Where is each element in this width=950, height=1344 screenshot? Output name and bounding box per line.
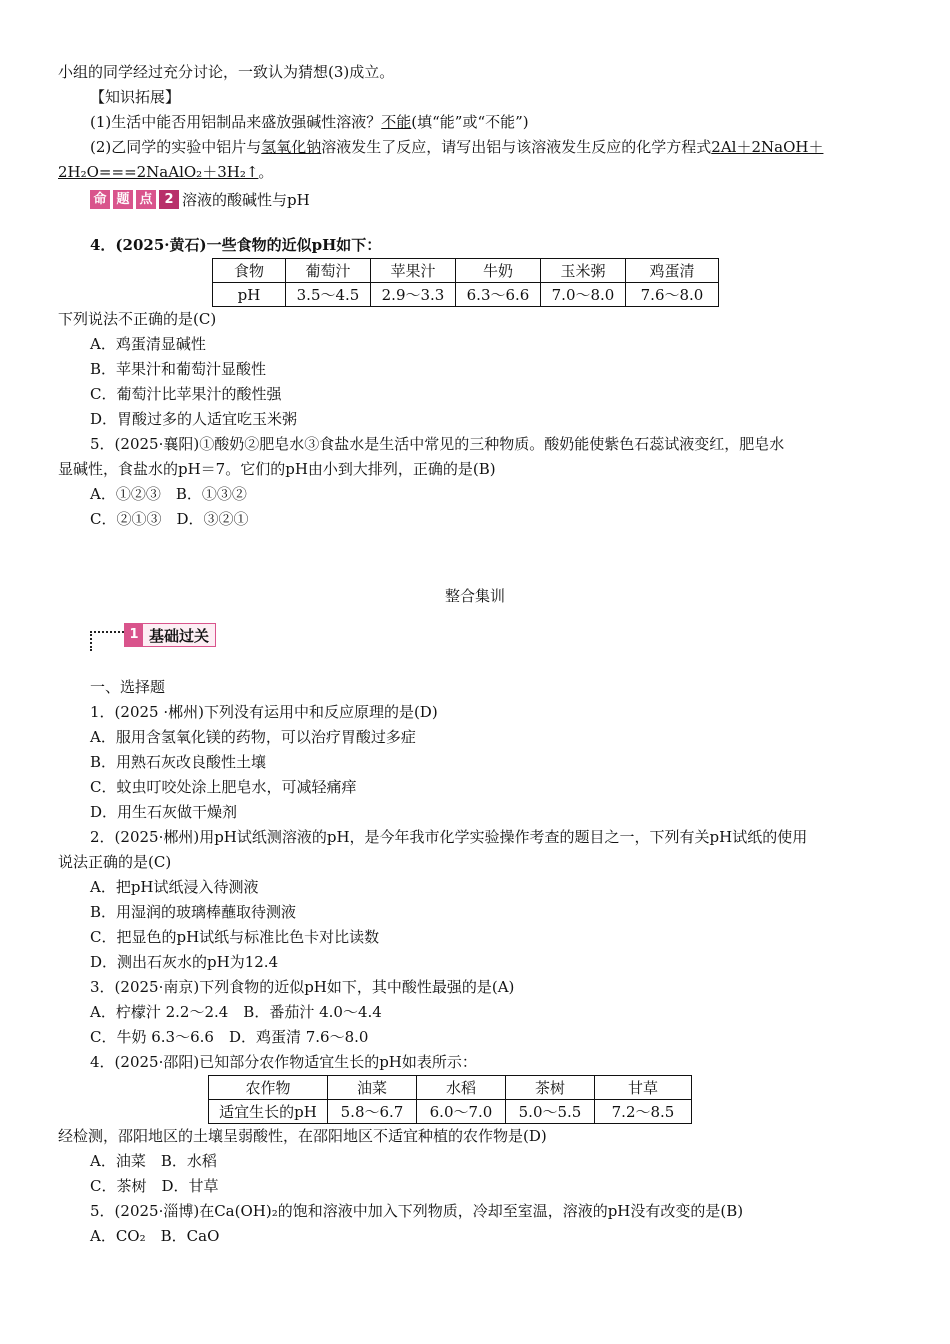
option-c: C．把显色的pH试纸与标准比色卡对比读数 bbox=[90, 928, 380, 946]
table-cell: 苹果汁 bbox=[371, 259, 456, 283]
food-ph-table bbox=[212, 258, 719, 307]
table-cell: 油菜 bbox=[328, 1076, 417, 1100]
crop-ph-table bbox=[208, 1075, 692, 1124]
part-heading: 一、选择题 bbox=[90, 678, 166, 696]
text-line: 2H₂O===2NaAlO₂＋3H₂↑。 bbox=[58, 163, 274, 181]
question-stem: 4．(2025·邵阳)已知部分农作物适宜生长的pH如表所示： bbox=[90, 1053, 477, 1071]
options-cd: C．牛奶 6.3～6.6 D．鸡蛋清 7.6～8.0 bbox=[90, 1028, 369, 1046]
question-stem: 1．(2025 ·郴州)下列没有运用中和反应原理的是(D) bbox=[90, 703, 438, 721]
topic-badge: 命 题 点 2 bbox=[90, 190, 182, 209]
section-heading bbox=[58, 623, 892, 653]
question-ask: 下列说法不正确的是(C) bbox=[58, 310, 217, 328]
table-cell: 7.6～8.0 bbox=[626, 283, 719, 307]
underlined-term: 氢氧化钠 bbox=[261, 138, 322, 156]
text-line: (2)乙同学的实验中铝片与氢氧化钠溶液发生了反应，请写出铝与该溶液发生反应的化学方程式2Al＋2NaOH＋ bbox=[90, 138, 824, 156]
table-cell: 适宜生长的pH bbox=[209, 1100, 328, 1124]
option-b: B．用湿润的玻璃棒蘸取待测液 bbox=[90, 903, 297, 921]
option-d: D．胃酸过多的人适宜吃玉米粥 bbox=[90, 410, 298, 428]
section-title: 整合集训 bbox=[444, 587, 505, 605]
option-c: C．葡萄汁比苹果汁的酸性强 bbox=[90, 385, 282, 403]
option-a: A．服用含氢氧化镁的药物，可以治疗胃酸过多症 bbox=[90, 728, 416, 746]
text-line: 小组的同学经过充分讨论，一致认为猜想(3)成立。 bbox=[58, 63, 395, 81]
option-d: D．用生石灰做干燥剂 bbox=[90, 803, 238, 821]
table-cell: 6.0～7.0 bbox=[417, 1100, 506, 1124]
question-ask: 经检测，邵阳地区的土壤呈弱酸性，在邵阳地区不适宜种植的农作物是(D) bbox=[58, 1127, 547, 1145]
table-cell: 7.0～8.0 bbox=[541, 283, 626, 307]
table-cell: 水稻 bbox=[417, 1076, 506, 1100]
table-cell: 3.5～4.5 bbox=[286, 283, 371, 307]
options-ab: A．①②③ B．①③② bbox=[90, 485, 247, 503]
table-cell: pH bbox=[213, 283, 286, 307]
option-d: D．测出石灰水的pH为12.4 bbox=[90, 953, 279, 971]
answer-blank: 不能 bbox=[381, 113, 412, 131]
option-a: A．把pH试纸浸入待测液 bbox=[90, 878, 259, 896]
table-cell: 茶树 bbox=[506, 1076, 595, 1100]
question-stem-cont: 说法正确的是(C) bbox=[58, 853, 172, 871]
option-b: B．用熟石灰改良酸性土壤 bbox=[90, 753, 267, 771]
options-cd: C．②①③ D．③②① bbox=[90, 510, 249, 528]
question-stem: 5．(2025·淄博)在Ca(OH)₂的饱和溶液中加入下列物质，冷却至室温，溶液的pH没有改变的是(B) bbox=[90, 1202, 744, 1220]
options-ab: A．CO₂ B．CaO bbox=[90, 1227, 220, 1245]
table-cell: 食物 bbox=[213, 259, 286, 283]
option-a: A．鸡蛋清显碱性 bbox=[90, 335, 206, 353]
table-cell: 6.3～6.6 bbox=[456, 283, 541, 307]
table-cell: 玉米粥 bbox=[541, 259, 626, 283]
question-stem: 5．(2025·襄阳)①酸奶②肥皂水③食盐水是生活中常见的三种物质。酸奶能使紫色石蕊试液变红，肥皂水 bbox=[90, 435, 785, 453]
options-ab: A．油菜 B．水稻 bbox=[90, 1152, 217, 1170]
option-b: B．苹果汁和葡萄汁显酸性 bbox=[90, 360, 267, 378]
question-stem-cont: 显碱性，食盐水的pH＝7。它们的pH由小到大排列，正确的是(B) bbox=[58, 460, 496, 478]
topic-title: 溶液的酸碱性与pH bbox=[182, 190, 310, 209]
options-ab: A．柠檬汁 2.2～2.4 B．番茄汁 4.0～4.4 bbox=[90, 1003, 382, 1021]
document-page bbox=[58, 60, 892, 1249]
table-cell: 甘草 bbox=[595, 1076, 692, 1100]
table-cell: 2.9～3.3 bbox=[371, 283, 456, 307]
knowledge-heading: 【知识拓展】 bbox=[90, 88, 181, 106]
table-cell: 鸡蛋清 bbox=[626, 259, 719, 283]
table-cell: 牛奶 bbox=[456, 259, 541, 283]
table-cell: 7.2～8.5 bbox=[595, 1100, 692, 1124]
question-stem: 2．(2025·郴州)用pH试纸测溶液的pH，是今年我市化学实验操作考查的题目之一，下列有关pH试纸的使用 bbox=[90, 828, 808, 846]
answer-equation: 2H₂O===2NaAlO₂＋3H₂↑ bbox=[58, 163, 259, 181]
table-cell: 葡萄汁 bbox=[286, 259, 371, 283]
option-c: C．蚊虫叮咬处涂上肥皂水，可减轻痛痒 bbox=[90, 778, 357, 796]
table-cell: 5.0～5.5 bbox=[506, 1100, 595, 1124]
question-stem: 3．(2025·南京)下列食物的近似pH如下，其中酸性最强的是(A) bbox=[90, 978, 515, 996]
table-cell: 农作物 bbox=[209, 1076, 328, 1100]
section-badge: 1 基础过关 bbox=[124, 623, 216, 647]
options-cd: C．茶树 D．甘草 bbox=[90, 1177, 219, 1195]
table-cell: 5.8～6.7 bbox=[328, 1100, 417, 1124]
question-stem: 4．(2025·黄石)一些食物的近似pH如下： bbox=[90, 236, 382, 254]
text-line: (1)生活中能否用铝制品来盛放强碱性溶液？不能(填“能”或“不能”) bbox=[90, 113, 529, 131]
topic-heading bbox=[58, 186, 892, 212]
answer-equation: 2Al＋2NaOH＋ bbox=[711, 138, 824, 156]
